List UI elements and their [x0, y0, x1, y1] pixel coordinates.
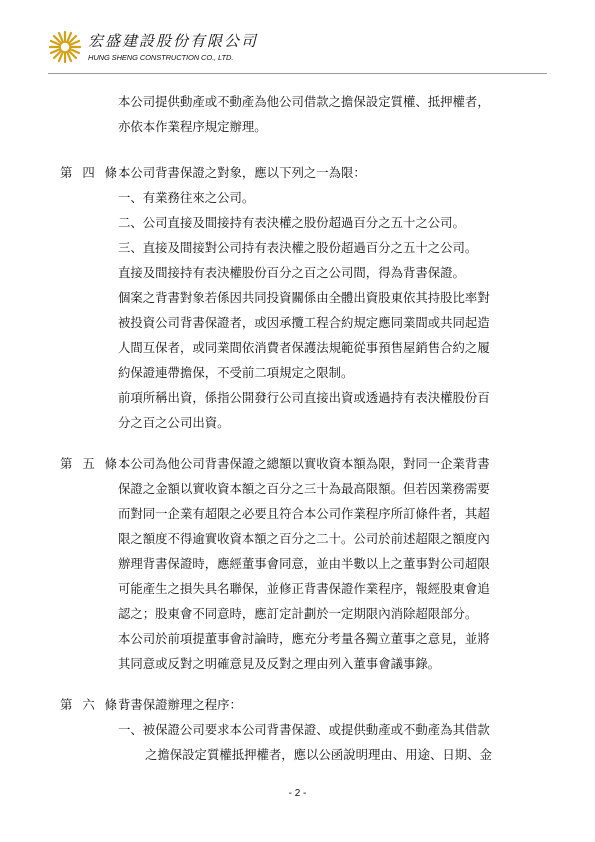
article-4-line: 約保證連帶擔保，不受前二項規定之限制。 [118, 365, 354, 380]
article-4-line: 被投資公司背書保證者，或因承攬工程合約規定應同業間或共同起造 [118, 315, 490, 330]
article-6-line: 之擔保設定質權抵押權者，應以公函說明理由、用途、日期、金 [145, 747, 492, 762]
article-5-label: 第 五 條： [60, 456, 136, 471]
article-4-line: 一、有業務往來之公司。 [118, 190, 255, 205]
company-name-english: HUNG SHENG CONSTRUCTION CO., LTD. [88, 53, 234, 62]
article-4-line: 前項所稱出資，係指公開發行公司直接出資或透過持有表決權股份百 [118, 390, 490, 405]
article-4-label: 第 四 條： [60, 165, 136, 180]
article-4-line: 三、直接及間接對公司持有表決權之股份超過百分之五十之公司。 [118, 240, 478, 255]
intro-line: 亦依本作業程序規定辦理。 [118, 119, 267, 134]
article-4-line: 分之百之公司出資。 [118, 415, 230, 430]
sunburst-logo-icon [48, 30, 82, 64]
article-4-line: 本公司背書保證之對象，應以下列之一為限： [118, 165, 366, 180]
article-5-line: 而對同一企業有超限之必要且符合本公司作業程序所訂條件者，其超 [118, 506, 490, 521]
article-4-line: 直接及間接持有表決權股份百分之百之公司間，得為背書保證。 [118, 265, 465, 280]
article-4-heading [60, 160, 366, 185]
article-4-line: 人間互保者，或同業間依消費者保護法規範從事預售屋銷售合約之履 [118, 340, 490, 355]
article-6-line: 背書保證辦理之程序： [118, 697, 242, 712]
header-divider [48, 73, 547, 74]
article-5-line: 可能產生之損失具名聯保，並修正背書保證作業程序，報經股東會追 [118, 581, 490, 596]
article-5-line: 辦理背書保證時，應經董事會同意，並由半數以上之董事對公司超限 [118, 556, 490, 571]
page-number: - 2 - [288, 788, 307, 799]
article-5-line: 保證之金額以實收資本額之百分之三十為最高限額。但若因業務需要 [118, 481, 490, 496]
article-5-line: 限之額度不得逾實收資本額之百分之二十。公司於前述超限之額度內 [118, 531, 490, 546]
article-6-label: 第 六 條： [60, 697, 136, 712]
article-5-line: 本公司為他公司背書保證之總額以實收資本額為限，對同一企業背書 [118, 456, 490, 471]
company-name-chinese: 宏盛建設股份有限公司 [88, 32, 259, 50]
article-4-line: 二、公司直接及間接持有表決權之股份超過百分之五十之公司。 [118, 215, 465, 230]
article-5-line: 本公司於前項提董事會討論時，應充分考量各獨立董事之意見，並將 [118, 631, 490, 646]
article-6-heading [60, 692, 242, 717]
article-5-line: 其同意或反對之明確意見及反對之理由列入董事會議事錄。 [118, 656, 441, 671]
article-5-line: 認之；股東會不同意時，應訂定計劃於一定期限內消除超限部分。 [118, 606, 478, 621]
intro-line: 本公司提供動產或不動產為他公司借款之擔保設定質權、抵押權者， [118, 94, 490, 109]
article-6-line: 一、被保證公司要求本公司背書保證、或提供動產或不動產為其借款 [118, 722, 490, 737]
article-5-heading [60, 451, 490, 476]
article-4-line: 個案之背書對象若係因共同投資關係由全體出資股東依其持股比率對 [118, 290, 490, 305]
letterhead [48, 26, 308, 70]
